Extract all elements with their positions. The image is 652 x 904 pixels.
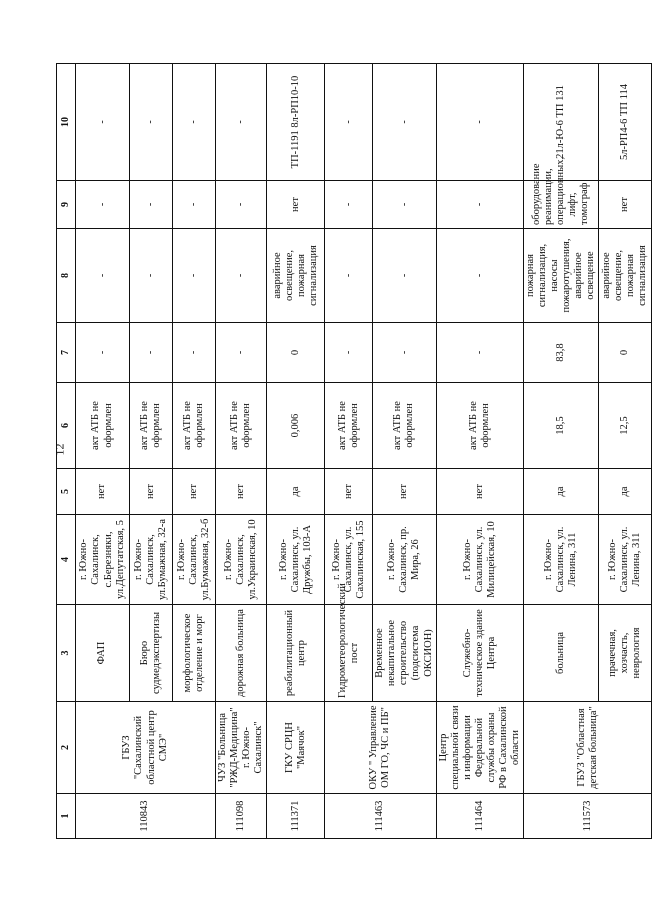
- category-cell: да: [524, 469, 599, 515]
- feeder-cell: -: [436, 64, 523, 181]
- equipment-cell: -: [130, 229, 173, 323]
- equipment-cell: -: [173, 229, 216, 323]
- category-cell: нет: [436, 469, 523, 515]
- value-cell: -: [216, 323, 267, 383]
- equipment-cell: -: [216, 229, 267, 323]
- address-cell: г. Южно-Сахалинск, ул. Сахалинская, 155: [325, 515, 373, 605]
- value-cell: 83,8: [524, 323, 599, 383]
- special-cell: нет: [267, 181, 325, 229]
- org-name-cell: ГБУЗ "Сахалинский областной центр СМЭ": [76, 702, 216, 794]
- object-cell: больница: [524, 605, 599, 702]
- org-code-cell: 111573: [524, 794, 652, 839]
- address-cell: г. Южно-Сахалинск, ул. Дружбы, 103-А: [267, 515, 325, 605]
- table-row: [325, 64, 373, 839]
- power-cell: 0,006: [267, 383, 325, 469]
- special-cell: нет: [599, 181, 652, 229]
- col-header-1: 1: [57, 794, 76, 839]
- col-header-9: 9: [57, 181, 76, 229]
- page-number: 12: [52, 443, 67, 456]
- value-cell: 0: [599, 323, 652, 383]
- col-header-2: 2: [57, 702, 76, 794]
- object-cell: Бюро судмедэкспертизы: [130, 605, 173, 702]
- address-cell: г. Южно-Сахалинск, ул.Бумажная, 32-а: [130, 515, 173, 605]
- feeder-cell: -: [173, 64, 216, 181]
- org-name-cell: ГБУЗ "Областная детская больница": [524, 702, 652, 794]
- power-cell: 12,5: [599, 383, 652, 469]
- value-cell: -: [325, 323, 373, 383]
- power-cell: акт АТБ не оформлен: [216, 383, 267, 469]
- address-cell: г. Южно-Сахалинск, с.Березняки, ул.Депутатская, 5: [76, 515, 130, 605]
- value-cell: -: [76, 323, 130, 383]
- table-wrapper: [56, 64, 649, 839]
- data-table: [56, 63, 652, 839]
- object-cell: дорожная больница: [216, 605, 267, 702]
- value-cell: -: [173, 323, 216, 383]
- address-cell: г. Южно-Сахалинск, ул.Украинская, 10: [216, 515, 267, 605]
- rotated-sheet: [56, 64, 649, 839]
- col-header-4: 4: [57, 515, 76, 605]
- equipment-cell: аварийное освещение, пожарная сигнализация: [267, 229, 325, 323]
- special-cell: -: [436, 181, 523, 229]
- col-header-8: 8: [57, 229, 76, 323]
- power-cell: акт АТБ не оформлен: [173, 383, 216, 469]
- special-cell: -: [216, 181, 267, 229]
- col-header-6: 6: [57, 383, 76, 469]
- value-cell: -: [130, 323, 173, 383]
- equipment-cell: -: [373, 229, 436, 323]
- table-row: [436, 64, 523, 839]
- col-header-7: 7: [57, 323, 76, 383]
- table-row: [76, 64, 130, 839]
- power-cell: 18,5: [524, 383, 599, 469]
- category-cell: нет: [76, 469, 130, 515]
- object-cell: морфологическое отделение и морг: [173, 605, 216, 702]
- header-row: [57, 64, 76, 839]
- category-cell: нет: [373, 469, 436, 515]
- category-cell: нет: [325, 469, 373, 515]
- equipment-cell: -: [325, 229, 373, 323]
- address-cell: г. Южно-Сахалинск, ул. Милицейская, 10: [436, 515, 523, 605]
- col-header-10: 10: [57, 64, 76, 181]
- feeder-cell: ТП-1191 8л-РП10-10: [267, 64, 325, 181]
- value-cell: -: [373, 323, 436, 383]
- feeder-cell: -: [130, 64, 173, 181]
- org-code-cell: 110843: [76, 794, 216, 839]
- object-cell: прачечная, хозчасть, неврология: [599, 605, 652, 702]
- power-cell: акт АТБ не оформлен: [76, 383, 130, 469]
- category-cell: да: [599, 469, 652, 515]
- object-cell: Гидрометеорологический пост: [325, 605, 373, 702]
- power-cell: акт АТБ не оформлен: [373, 383, 436, 469]
- category-cell: да: [267, 469, 325, 515]
- org-name-cell: ОКУ " Управление ОМ ГО, ЧС и ПБ": [325, 702, 436, 794]
- special-cell: оборудование реанимации, операционных, лифт, томограф: [524, 181, 599, 229]
- value-cell: -: [436, 323, 523, 383]
- address-cell: г. Южно-Сахалинск, ул. Ленина, 311: [599, 515, 652, 605]
- org-name-cell: ГКУ СРЦН "Маячок": [267, 702, 325, 794]
- category-cell: нет: [130, 469, 173, 515]
- object-cell: ФАП: [76, 605, 130, 702]
- table-row: [267, 64, 325, 839]
- object-cell: Временное некапитальное строительство (подсистема ОКСИОН): [373, 605, 436, 702]
- table-row: [216, 64, 267, 839]
- power-cell: акт АТБ не оформлен: [436, 383, 523, 469]
- table-row: [524, 64, 599, 839]
- special-cell: -: [76, 181, 130, 229]
- feeder-cell: -: [216, 64, 267, 181]
- org-code-cell: 111463: [325, 794, 436, 839]
- address-cell: г. Южно-Сахалинск, пр. Мира, 26: [373, 515, 436, 605]
- org-name-cell: ЧУЗ "Больница "РЖД-Медицина" г. Южно-Сахалинск": [216, 702, 267, 794]
- org-name-cell: Центр специальной связи и информации Федеральной службы охраны РФ в Сахалинской области: [436, 702, 523, 794]
- feeder-cell: -: [325, 64, 373, 181]
- category-cell: нет: [216, 469, 267, 515]
- address-cell: г. Южно-Сахалинск, ул. Ленина, 311: [524, 515, 599, 605]
- equipment-cell: аварийное освещение, пожарная сигнализация: [599, 229, 652, 323]
- col-header-5: 5: [57, 469, 76, 515]
- col-header-3: 3: [57, 605, 76, 702]
- power-cell: акт АТБ не оформлен: [130, 383, 173, 469]
- feeder-cell: 21л-Ю-6 ТП 131: [524, 64, 599, 181]
- feeder-cell: 5л-РП4-6 ТП 114: [599, 64, 652, 181]
- org-code-cell: 111371: [267, 794, 325, 839]
- power-cell: акт АТБ не оформлен: [325, 383, 373, 469]
- org-code-cell: 111098: [216, 794, 267, 839]
- address-cell: г. Южно-Сахалинск, ул.Бумажная, 32-б: [173, 515, 216, 605]
- special-cell: -: [130, 181, 173, 229]
- value-cell: 0: [267, 323, 325, 383]
- feeder-cell: -: [76, 64, 130, 181]
- special-cell: -: [173, 181, 216, 229]
- category-cell: нет: [173, 469, 216, 515]
- object-cell: реабилитационный центр: [267, 605, 325, 702]
- equipment-cell: пожарная сигнализация, насосы пожаротушения, аварийное освещение: [524, 229, 599, 323]
- feeder-cell: -: [373, 64, 436, 181]
- equipment-cell: -: [436, 229, 523, 323]
- org-code-cell: 111464: [436, 794, 523, 839]
- equipment-cell: -: [76, 229, 130, 323]
- special-cell: -: [373, 181, 436, 229]
- special-cell: -: [325, 181, 373, 229]
- object-cell: Служебно-техническое здание Центра: [436, 605, 523, 702]
